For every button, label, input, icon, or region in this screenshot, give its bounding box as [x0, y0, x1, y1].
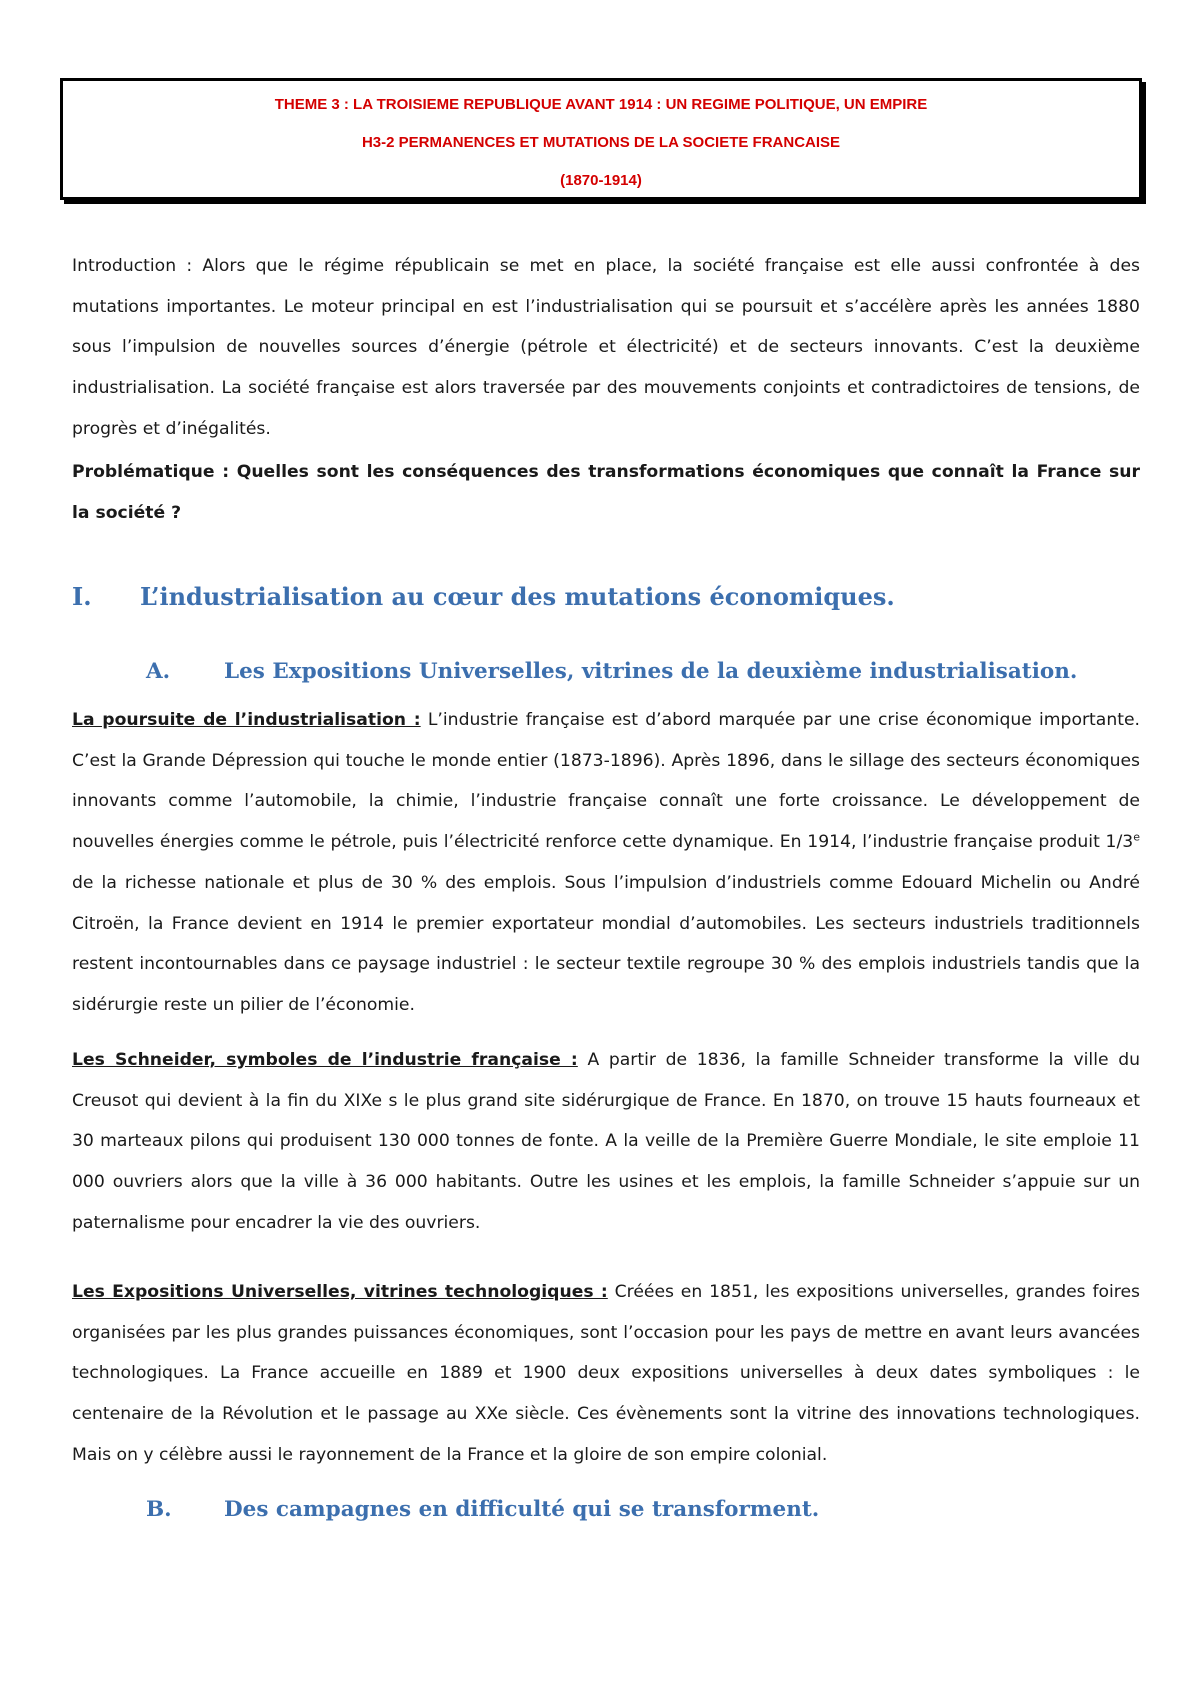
introduction-paragraph: Introduction : Alors que le régime républicain se met en place, la société française est elle aussi confrontée à des mutations importantes. Le moteur principal en est l’industrialisation qui se poursuit et s’accélère après les années 1880 sous l’impulsion de nouvelles sources d’énergie (pétrole et électricité) et de secteurs innovants. C’est la deuxième industrialisation. La société française est alors traversée par des mouvements conjoints et contradictoires de tensions, de progrès et d’inégalités. — [72, 256, 1140, 439]
section-title: L’industrialisation au cœur des mutations économiques. — [140, 582, 895, 611]
paragraph-text: Créées en 1851, les expositions universelles, grandes foires organisées par les plus grandes puissances économiques, sont l’occasion pour les pays de mettre en avant leurs avancées technologiques. La France accueille en 1889 et 1900 deux expositions universelles à deux dates symboliques : le centenaire de la Révolution et le passage au XXe siècle. Ces évènements sont la vitrine des innovations technologiques. Mais on y célèbre aussi le rayonnement de la France et la gloire de son empire colonial. — [72, 1282, 1141, 1465]
section-number: I. — [72, 582, 92, 611]
paragraph-text-continued: de la richesse nationale et plus de 30 % des emplois. Sous l’impulsion d’industriels comme Edouard Michelin ou André Citroën, la France devient en 1914 le premier exportateur mondial d’automobiles. Les secteurs industriels traditionnels restent incontournables dans ce paysage industriel : le secteur textile regroupe 30 % des emplois industriels tandis que la sidérurgie reste un pilier de l’économie. — [72, 872, 1140, 1015]
paragraph-label: Les Expositions Universelles, vitrines technologiques : — [72, 1282, 608, 1302]
paragraph-industrialisation — [72, 700, 1140, 1026]
problematique-paragraph: Problématique : Quelles sont les conséquences des transformations économiques que connaît la France sur la société ? — [72, 462, 1140, 523]
title-box — [60, 78, 1142, 200]
superscript: e — [1133, 830, 1140, 844]
paragraph-expositions — [72, 1272, 1140, 1476]
subsection-number: B. — [146, 1497, 172, 1522]
theme-title: THEME 3 : LA TROISIEME REPUBLIQUE AVANT 1914 : UN REGIME POLITIQUE, UN EMPIRE — [274, 96, 928, 113]
paragraph-text: A partir de 1836, la famille Schneider transforme la ville du Creusot qui devient à la fin du XIXe s le plus grand site sidérurgique de France. En 1870, on trouve 15 hauts fourneaux et 30 marteaux pilons qui produisent 130 000 tonnes de fonte. A la veille de la Première Guerre Mondiale, le site emploie 11 000 ouvriers alors que la ville à 36 000 habitants. Outre les usines et les emplois, la famille Schneider s’appuie sur un paternalisme pour encadrer la vie des ouvriers. — [72, 1050, 1140, 1233]
paragraph-schneider — [72, 1040, 1140, 1244]
paragraph-label: Les Schneider, symboles de l’industrie française : — [72, 1050, 578, 1070]
subsection-title: Les Expositions Universelles, vitrines de la deuxième industrialisation. — [224, 659, 1078, 684]
subsection-title: Des campagnes en difficulté qui se transforment. — [224, 1497, 820, 1522]
subsection-heading-b — [146, 1497, 819, 1522]
section-heading-1 — [72, 582, 895, 611]
subsection-heading-a — [146, 659, 1077, 684]
chapter-title: H3-2 PERMANENCES ET MUTATIONS DE LA SOCIETE FRANCAISE — [361, 134, 841, 151]
paragraph-label: La poursuite de l’industrialisation : — [72, 710, 421, 730]
date-range: (1870-1914) — [560, 172, 642, 189]
subsection-number: A. — [146, 659, 171, 684]
paragraph-text: L’industrie française est d’abord marquée par une crise économique importante. C’est la Grande Dépression qui touche le monde entier (1873-1896). Après 1896, dans le sillage des secteurs économiques innovants comme l’automobile, la chimie, l’industrie française connaît une forte croissance. Le développement de nouvelles énergies comme le pétrole, puis l’électricité renforce cette dynamique. En 1914, l’industrie française produit 1/3 — [72, 710, 1140, 853]
